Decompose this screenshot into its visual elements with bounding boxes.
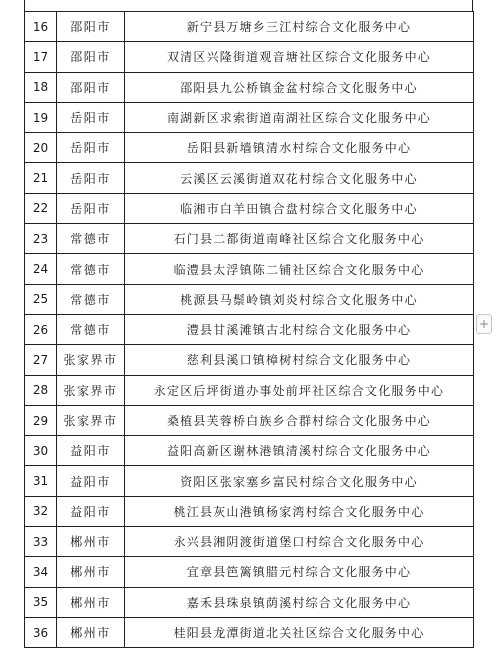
center-name-cell: 永定区后坪街道办事处前坪社区综合文化服务中心 <box>125 375 474 405</box>
table-row <box>25 617 474 647</box>
table-row <box>25 557 474 587</box>
table-row <box>25 405 474 435</box>
table-row <box>25 587 474 617</box>
city-cell: 郴州市 <box>57 587 125 617</box>
center-name-cell: 桑植县芙蓉桥白族乡合群村综合文化服务中心 <box>125 405 474 435</box>
table-body <box>25 12 474 648</box>
city-cell: 常德市 <box>57 284 125 314</box>
center-name-cell: 资阳区张家塞乡富民村综合文化服务中心 <box>125 466 474 496</box>
city-cell: 岳阳市 <box>57 133 125 163</box>
city-cell: 岳阳市 <box>57 163 125 193</box>
center-name-cell: 宜章县笆篱镇腊元村综合文化服务中心 <box>125 557 474 587</box>
row-number-cell: 23 <box>25 224 57 254</box>
center-name-cell: 桃源县马鬃岭镇刘炎村综合文化服务中心 <box>125 284 474 314</box>
row-number-cell: 33 <box>25 527 57 557</box>
city-cell: 常德市 <box>57 254 125 284</box>
center-name-cell: 永兴县湘阴渡街道堡口村综合文化服务中心 <box>125 527 474 557</box>
row-number-cell: 35 <box>25 587 57 617</box>
city-cell: 张家界市 <box>57 345 125 375</box>
table-row <box>25 224 474 254</box>
row-number-cell: 28 <box>25 375 57 405</box>
center-name-cell: 双清区兴隆街道观音塘社区综合文化服务中心 <box>125 42 474 72</box>
center-name-cell: 嘉禾县珠泉镇荫溪村综合文化服务中心 <box>125 587 474 617</box>
table-row <box>25 72 474 102</box>
center-name-cell: 云溪区云溪街道双花村综合文化服务中心 <box>125 163 474 193</box>
center-name-cell: 新宁县万塘乡三江村综合文化服务中心 <box>125 12 474 42</box>
row-number-cell: 26 <box>25 314 57 344</box>
table-row <box>25 345 474 375</box>
city-cell: 邵阳市 <box>57 12 125 42</box>
center-name-cell: 澧县甘溪滩镇古北村综合文化服务中心 <box>125 314 474 344</box>
row-number-cell: 32 <box>25 496 57 526</box>
table-row <box>25 133 474 163</box>
row-number-cell: 16 <box>25 12 57 42</box>
city-cell: 益阳市 <box>57 436 125 466</box>
table-row <box>25 12 474 42</box>
table-row <box>25 466 474 496</box>
center-name-cell: 岳阳县新墙镇清水村综合文化服务中心 <box>125 133 474 163</box>
table-row <box>25 314 474 344</box>
center-name-cell: 益阳高新区谢林港镇清溪村综合文化服务中心 <box>125 436 474 466</box>
center-name-cell: 慈利县溪口镇樟树村综合文化服务中心 <box>125 345 474 375</box>
table-row <box>25 527 474 557</box>
city-cell: 郴州市 <box>57 617 125 647</box>
row-number-cell: 19 <box>25 102 57 132</box>
service-center-table <box>24 11 474 648</box>
city-cell: 益阳市 <box>57 466 125 496</box>
row-number-cell: 18 <box>25 72 57 102</box>
row-number-cell: 17 <box>25 42 57 72</box>
table-row <box>25 102 474 132</box>
table-row <box>25 436 474 466</box>
table-row <box>25 375 474 405</box>
row-number-cell: 24 <box>25 254 57 284</box>
row-number-cell: 27 <box>25 345 57 375</box>
city-cell: 郴州市 <box>57 557 125 587</box>
row-number-cell: 31 <box>25 466 57 496</box>
row-number-cell: 34 <box>25 557 57 587</box>
table-row <box>25 163 474 193</box>
center-name-cell: 邵阳县九公桥镇金盆村综合文化服务中心 <box>125 72 474 102</box>
city-cell: 张家界市 <box>57 405 125 435</box>
row-number-cell: 22 <box>25 193 57 223</box>
row-number-cell: 20 <box>25 133 57 163</box>
row-number-cell: 30 <box>25 436 57 466</box>
city-cell: 郴州市 <box>57 527 125 557</box>
row-number-cell: 29 <box>25 405 57 435</box>
city-cell: 岳阳市 <box>57 102 125 132</box>
city-cell: 邵阳市 <box>57 42 125 72</box>
city-cell: 岳阳市 <box>57 193 125 223</box>
row-number-cell: 21 <box>25 163 57 193</box>
center-name-cell: 南湖新区求索街道南湖社区综合文化服务中心 <box>125 102 474 132</box>
center-name-cell: 桂阳县龙潭街道北关社区综合文化服务中心 <box>125 617 474 647</box>
row-number-cell: 36 <box>25 617 57 647</box>
center-name-cell: 桃江县灰山港镇杨家湾村综合文化服务中心 <box>125 496 474 526</box>
row-number-cell: 25 <box>25 284 57 314</box>
city-cell: 常德市 <box>57 224 125 254</box>
city-cell: 常德市 <box>57 314 125 344</box>
center-name-cell: 石门县二都街道南峰社区综合文化服务中心 <box>125 224 474 254</box>
table-row <box>25 284 474 314</box>
table-top-continuation <box>24 0 473 11</box>
table-row <box>25 42 474 72</box>
center-name-cell: 临澧县太浮镇陈二铺社区综合文化服务中心 <box>125 254 474 284</box>
table-row <box>25 193 474 223</box>
city-cell: 益阳市 <box>57 496 125 526</box>
table-row <box>25 496 474 526</box>
city-cell: 邵阳市 <box>57 72 125 102</box>
expand-tab-button[interactable]: + <box>476 314 492 334</box>
center-name-cell: 临湘市白羊田镇合盘村综合文化服务中心 <box>125 193 474 223</box>
city-cell: 张家界市 <box>57 375 125 405</box>
table-row <box>25 254 474 284</box>
